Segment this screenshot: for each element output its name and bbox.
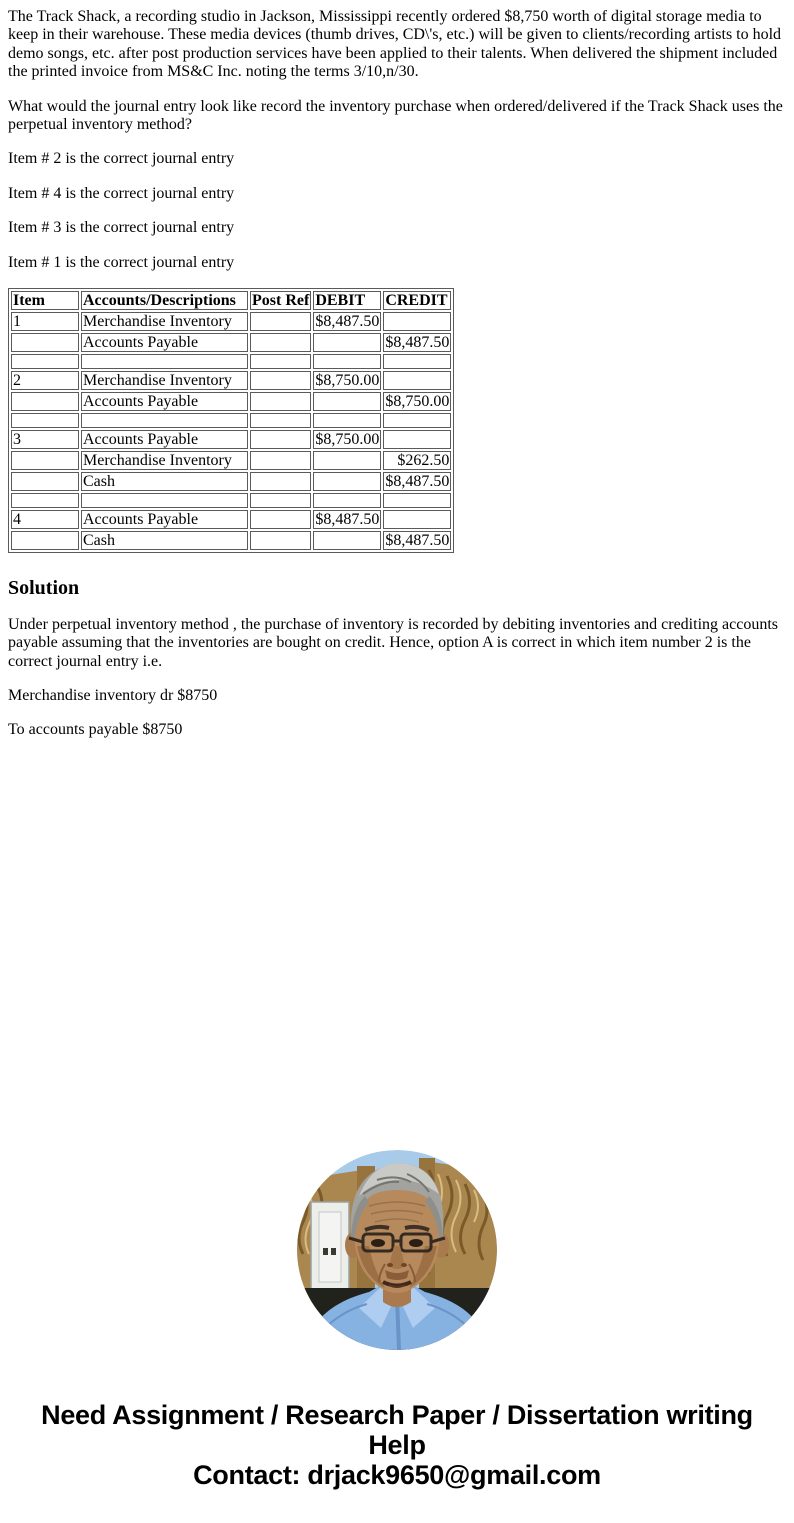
option-statement-2: Item # 4 is the correct journal entry [8, 184, 235, 202]
solution-paragraph: Under perpetual inventory method , the purchase of inventory is recorded by debiting inventories and crediting accounts payable assuming that the inventories are bought on credit. Hence, option A is correct in which item number 2 is the correct journal entry i.e. [8, 615, 778, 670]
journal-row [11, 510, 451, 529]
cell-item [11, 531, 79, 550]
journal-empty-row [11, 493, 451, 508]
cell-postref [250, 510, 311, 529]
cell-description [81, 413, 248, 428]
cell-description: Accounts Payable [81, 392, 248, 411]
question-paragraph: What would the journal entry look like record the inventory purchase when ordered/delivered if the Track Shack uses the perpetual inventory method? [8, 97, 783, 133]
cell-postref [250, 472, 311, 491]
cell-item [11, 333, 79, 352]
cell-credit: $8,487.50 [385, 472, 450, 490]
cell-description [81, 493, 248, 508]
cell-item: 2 [11, 371, 79, 390]
cell-item [11, 354, 79, 369]
cell-debit [313, 354, 381, 369]
cell-debit [313, 493, 381, 508]
contact-email-text: Contact: drjack9650@gmail.com [193, 1459, 601, 1490]
option-statement-4: Item # 1 is the correct journal entry [8, 253, 235, 271]
cell-credit [383, 312, 451, 331]
option-statement-1: Item # 2 is the correct journal entry [8, 150, 235, 168]
cell-item: 3 [11, 430, 79, 449]
cell-credit [383, 493, 451, 508]
cell-item [11, 392, 79, 411]
column-header-descriptions: Accounts/Descriptions [81, 291, 248, 310]
cell-description: Cash [81, 531, 248, 550]
journal-row [11, 531, 451, 550]
cell-postref [250, 413, 311, 428]
journal-table-body [11, 312, 451, 550]
cell-postref [250, 493, 311, 508]
journal-entries-table [8, 288, 454, 553]
cell-debit [313, 531, 381, 550]
cell-postref [250, 354, 311, 369]
journal-row [11, 392, 451, 411]
intro-paragraph: The Track Shack, a recording studio in Jackson, Mississippi recently ordered $8,750 worth of digital storage media to keep in their warehouse. These media devices (thumb drives, CD\'s, etc.) will be given to clients/recording artists to hold demo songs, etc. after post production services have been applied to their talents. When delivered the shipment included the printed invoice from MS&C Inc. noting the terms 3/10,n/30. [8, 8, 782, 81]
journal-row [11, 451, 451, 470]
cell-postref [250, 451, 311, 470]
cell-credit [383, 371, 451, 390]
cell-description: Merchandise Inventory [81, 312, 248, 331]
column-header-credit: CREDIT [383, 291, 451, 310]
cell-postref [250, 371, 311, 390]
white-panel [311, 1202, 349, 1292]
cell-postref [250, 312, 311, 331]
cell-debit [313, 451, 381, 470]
cell-credit: $8,750.00 [385, 392, 450, 410]
cell-item [11, 472, 79, 491]
help-offer-text: Need Assignment / Research Paper / Dissertation writing Help [41, 1399, 753, 1460]
cell-credit [383, 413, 451, 428]
solution-heading: Solution [8, 576, 80, 599]
cell-debit [313, 472, 381, 491]
cell-postref [250, 392, 311, 411]
cell-postref [250, 333, 311, 352]
tutor-avatar [297, 1150, 497, 1350]
footer-ad-block [17, 1400, 777, 1490]
cell-description: Merchandise Inventory [81, 451, 248, 470]
cell-description [81, 354, 248, 369]
journal-row [11, 312, 451, 331]
cell-credit: $8,487.50 [385, 333, 450, 351]
cell-description: Accounts Payable [81, 333, 248, 352]
cell-item [11, 451, 79, 470]
tutor-portrait-icon [297, 1150, 497, 1350]
cell-debit: $8,487.50 [315, 312, 380, 330]
option-statement-3: Item # 3 is the correct journal entry [8, 219, 235, 237]
column-header-debit: DEBIT [313, 291, 381, 310]
cell-item: 1 [11, 312, 79, 331]
solution-credit-line: To accounts payable $8750 [8, 721, 183, 739]
cell-debit [313, 392, 381, 411]
cell-debit: $8,750.00 [315, 430, 380, 448]
column-header-postref: Post Ref [252, 291, 310, 309]
cell-credit: $262.50 [383, 451, 451, 470]
cell-description: Cash [81, 472, 248, 491]
cell-debit [313, 413, 381, 428]
cell-description: Accounts Payable [81, 430, 248, 449]
column-header-item: Item [11, 291, 79, 310]
journal-row [11, 472, 451, 491]
journal-row [11, 333, 451, 352]
cell-credit [383, 354, 451, 369]
journal-row [11, 371, 451, 390]
journal-row [11, 430, 451, 449]
solution-debit-line: Merchandise inventory dr $8750 [8, 687, 218, 705]
cell-credit: $8,487.50 [385, 531, 450, 549]
journal-empty-row [11, 413, 451, 428]
cell-postref [250, 430, 311, 449]
cell-description: Accounts Payable [81, 510, 248, 529]
cell-item [11, 413, 79, 428]
cell-description: Merchandise Inventory [81, 371, 248, 390]
cell-credit [383, 510, 451, 529]
journal-header-row [11, 291, 451, 310]
cell-postref [250, 531, 311, 550]
journal-empty-row [11, 354, 451, 369]
cell-debit: $8,750.00 [315, 371, 380, 389]
cell-debit: $8,487.50 [315, 510, 380, 528]
cell-item [11, 493, 79, 508]
cell-credit [383, 430, 451, 449]
cell-item: 4 [11, 510, 79, 529]
cell-debit [313, 333, 381, 352]
